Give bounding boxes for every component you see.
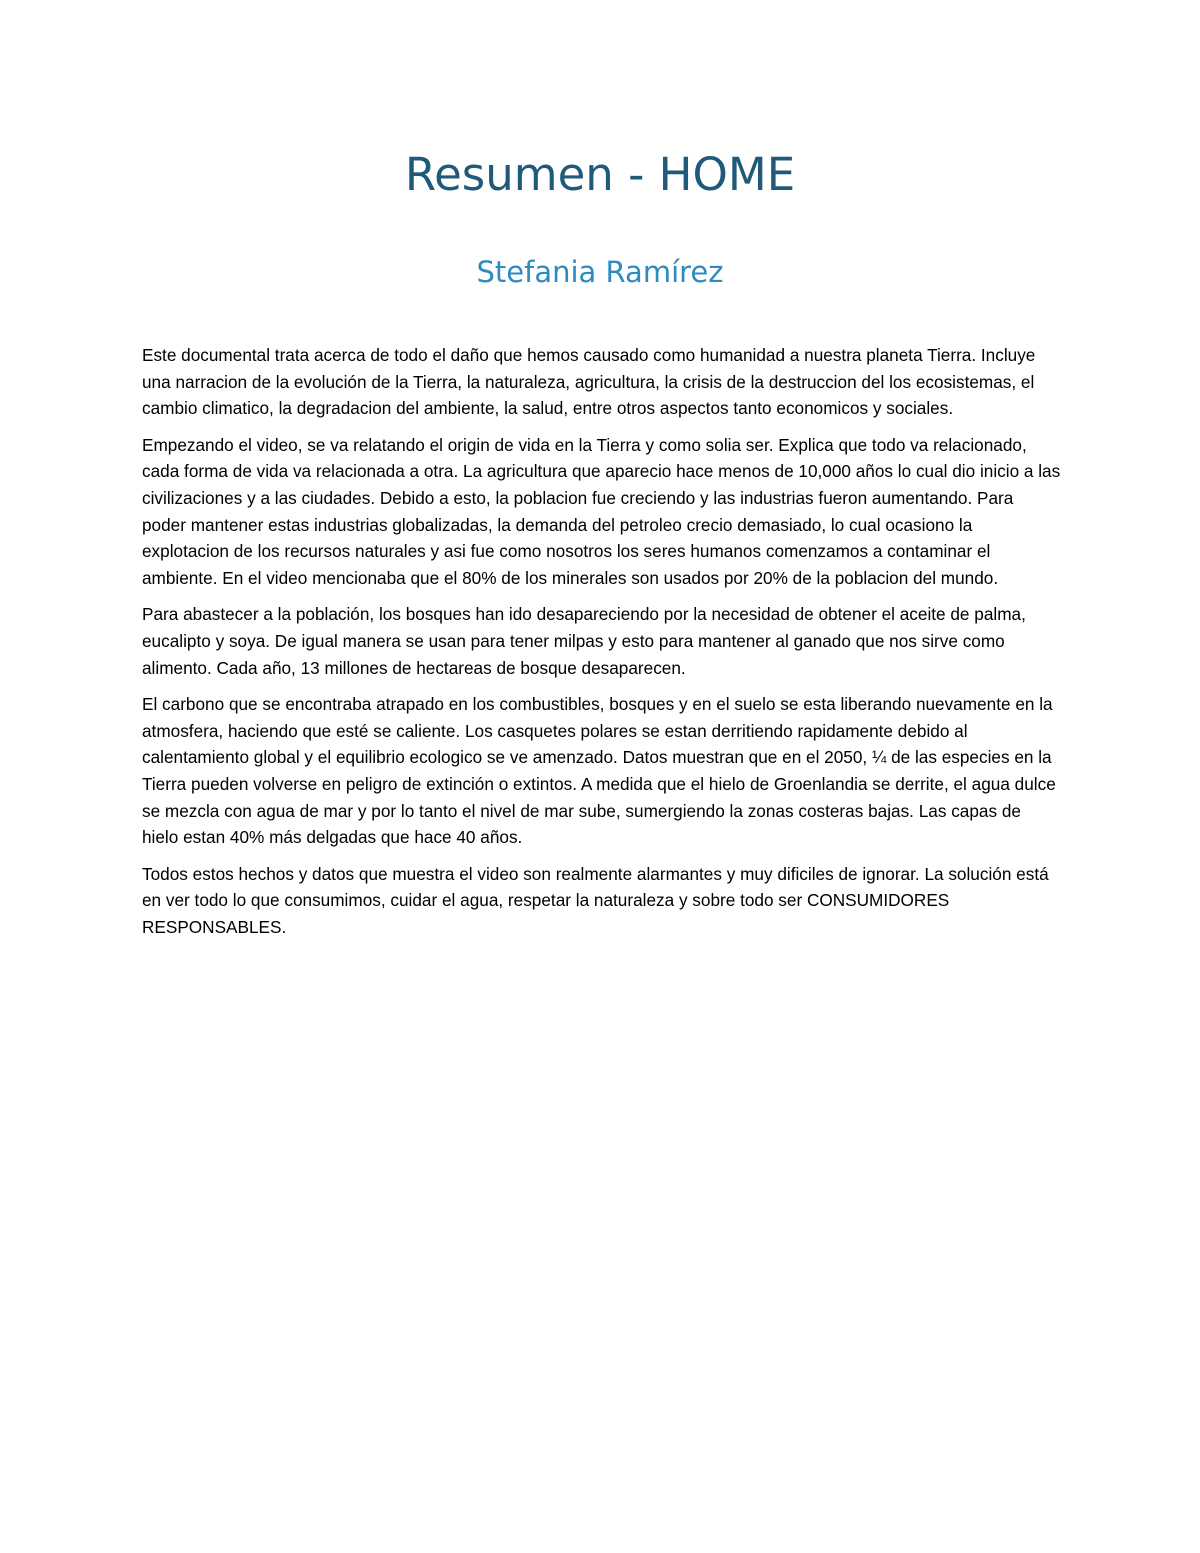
author-name: Stefania Ramírez — [476, 255, 724, 289]
paragraph-forests: Para abastecer a la población, los bosques han ido desapareciendo por la necesidad de obtener el aceite de palma, eucalipto y soya. De igual manera se usan para tener milpas y esto para mantener al ganado que nos sirve como alimento. Cada año, 13 millones de hectareas de bosque desaparecen. — [142, 604, 1026, 678]
paragraph-carbon: El carbono que se encontraba atrapado en los combustibles, bosques y en el suelo se esta liberando nuevamente en la atmosfera, haciendo que esté se caliente. Los casquetes polares se estan derritiendo rapidamente debido al calentamiento global y el equilibrio ecologico se ve amenzado. Datos muestran que en el 2050, ¼ de las especies en la Tierra pueden volverse en peligro de extinción o extintos. A medida que el hielo de Groenlandia se derrite, el agua dulce se mezcla con agua de mar y por lo tanto el nivel de mar sube, sumergiendo la zonas costeras bajas. Las capas de hielo estan 40% más delgadas que hace 40 años. — [142, 694, 1056, 848]
page-title: Resumen - HOME — [404, 148, 796, 201]
paragraph-intro: Este documental trata acerca de todo el daño que hemos causado como humanidad a nuestra planeta Tierra. Incluye una narracion de la evolución de la Tierra, la naturaleza, agricultura, la crisis de la destruccion del los ecosistemas, el cambio climatico, la degradacion del ambiente, la salud, entre otros aspectos tanto economicos y sociales. — [142, 345, 1036, 419]
document-body — [142, 342, 1062, 950]
paragraph-origin: Empezando el video, se va relatando el origin de vida en la Tierra y como solia ser. Explica que todo va relacionado, cada forma de vida va relacionada a otra. La agricultura que aparecio hace menos de 10,000 años lo cual dio inicio a las civilizaciones y a las ciudades. Debido a esto, la poblacion fue creciendo y las industrias fueron aumentando. Para poder mantener estas industrias globalizadas, la demanda del petroleo crecio demasiado, lo cual ocasiono la explotacion de los recursos naturales y asi fue como nosotros los seres humanos comenzamos a contaminar el ambiente. En el video mencionaba que el 80% de los minerales son usados por 20% de la poblacion del mundo. — [142, 434, 1061, 588]
paragraph-conclusion: Todos estos hechos y datos que muestra el video son realmente alarmantes y muy dificiles de ignorar. La solución está en ver todo lo que consumimos, cuidar el agua, respetar la naturaleza y sobre todo ser CONSUMIDORES RESPONSABLES. — [142, 863, 1049, 937]
